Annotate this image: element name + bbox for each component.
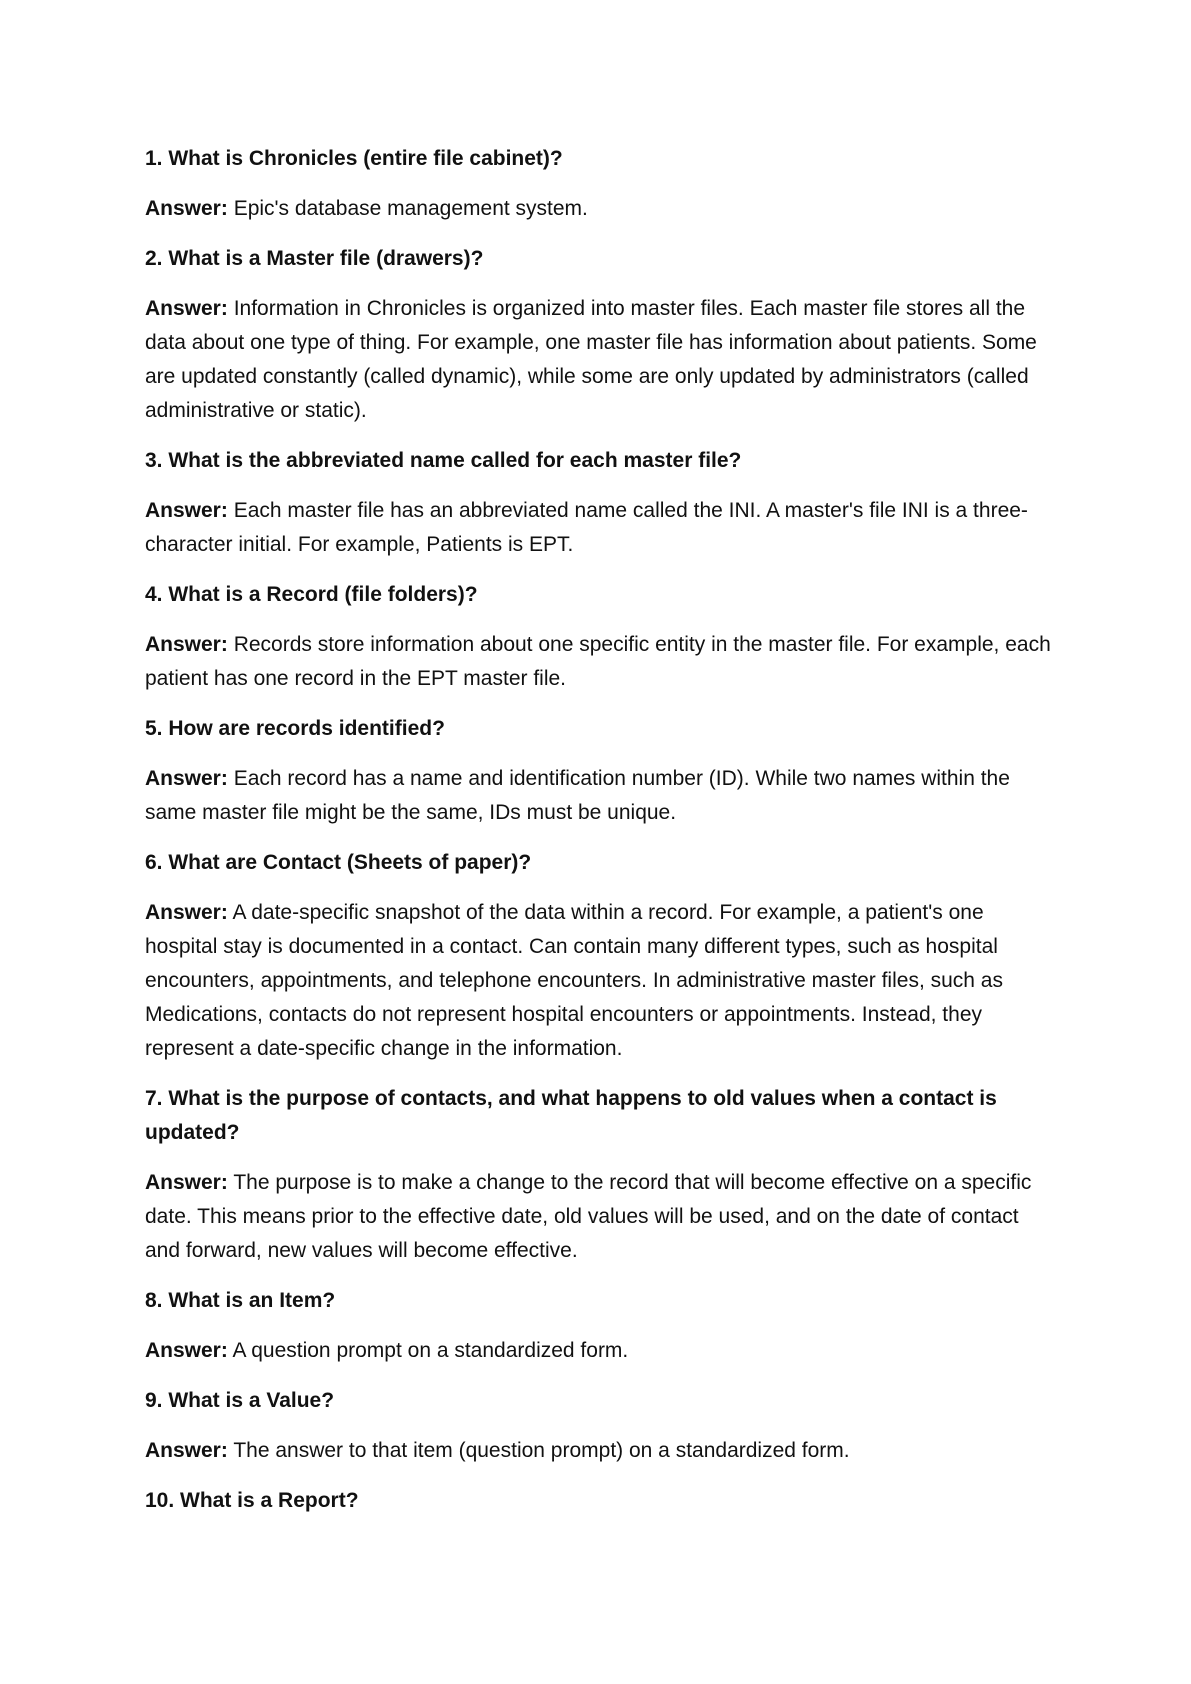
answer-text: Information in Chronicles is organized into master files. Each master file stores all the data about one type of thing. For example, one master file has information about patients. Some are updated constantly (called dynamic), while some are only updated by administrators (called administrative or static). (145, 297, 1037, 422)
answer-3 (145, 494, 1055, 562)
answer-label: Answer: (145, 633, 228, 656)
answer-label: Answer: (145, 767, 228, 790)
answer-4 (145, 628, 1055, 696)
question-1: 1. What is Chronicles (entire file cabinet)? (145, 147, 563, 170)
answer-8 (145, 1334, 1055, 1368)
answer-6 (145, 896, 1055, 1066)
answer-label: Answer: (145, 1339, 228, 1362)
answer-text: Epic's database management system. (227, 197, 588, 220)
answer-text: The purpose is to make a change to the record that will become effective on a specific date. This means prior to the effective date, old values will be used, and on the date of contact and forward, new values will become effective. (145, 1171, 1032, 1262)
question-2: 2. What is a Master file (drawers)? (145, 247, 484, 270)
answer-2 (145, 292, 1055, 428)
answer-label: Answer: (145, 901, 228, 924)
answer-label: Answer: (145, 1439, 228, 1462)
answer-5 (145, 762, 1055, 830)
document-page (145, 142, 1055, 1534)
answer-1 (145, 192, 1055, 226)
question-6: 6. What are Contact (Sheets of paper)? (145, 851, 532, 874)
answer-text: A date-specific snapshot of the data within a record. For example, a patient's one hospital stay is documented in a contact. Can contain many different types, such as hospital encounters, appointments, and telephone encounters. In administrative master files, such as Medications, contacts do not represent hospital encounters or appointments. Instead, they represent a date-specific change in the information. (145, 901, 1003, 1060)
question-8: 8. What is an Item? (145, 1289, 336, 1312)
answer-text: Records store information about one specific entity in the master file. For example, each patient has one record in the EPT master file. (145, 633, 1051, 690)
answer-text: The answer to that item (question prompt) on a standardized form. (227, 1439, 850, 1462)
answer-text: Each record has a name and identification number (ID). While two names within the same master file might be the same, IDs must be unique. (145, 767, 1010, 824)
answer-7 (145, 1166, 1055, 1268)
question-9: 9. What is a Value? (145, 1389, 335, 1412)
question-10: 10. What is a Report? (145, 1489, 359, 1512)
answer-label: Answer: (145, 499, 228, 522)
answer-9 (145, 1434, 1055, 1468)
question-5: 5. How are records identified? (145, 717, 445, 740)
answer-text: A question prompt on a standardized form. (227, 1339, 629, 1362)
answer-label: Answer: (145, 197, 228, 220)
answer-label: Answer: (145, 297, 228, 320)
question-4: 4. What is a Record (file folders)? (145, 583, 478, 606)
answer-label: Answer: (145, 1171, 228, 1194)
question-7: 7. What is the purpose of contacts, and what happens to old values when a contact is updated? (145, 1087, 997, 1144)
answer-text: Each master file has an abbreviated name called the INI. A master's file INI is a three-character initial. For example, Patients is EPT. (145, 499, 1028, 556)
question-3: 3. What is the abbreviated name called for each master file? (145, 449, 742, 472)
